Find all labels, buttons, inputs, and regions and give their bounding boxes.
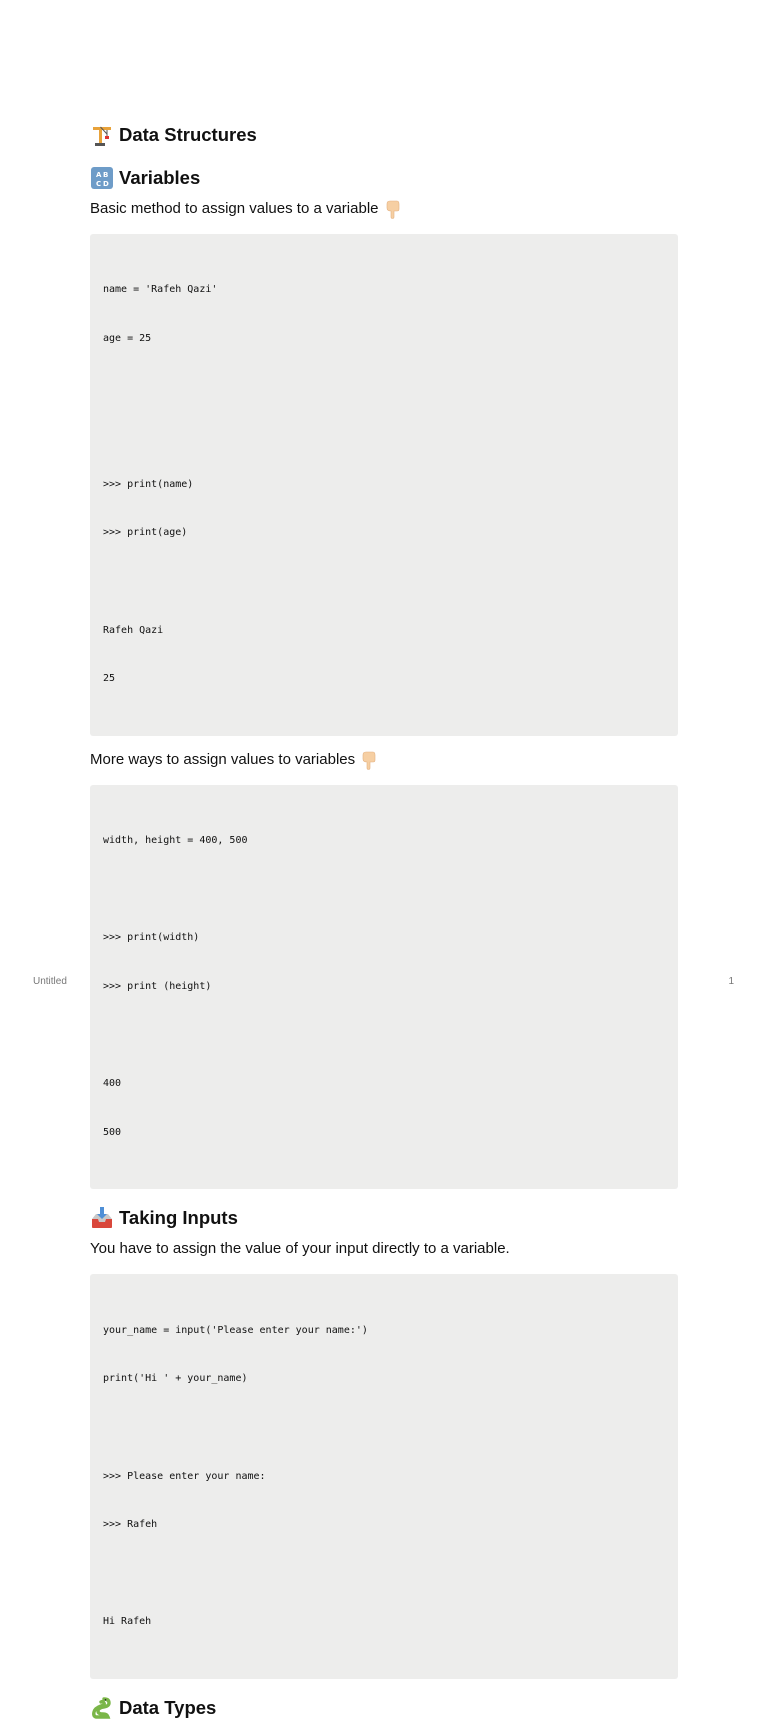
- construction-crane-icon: [90, 123, 114, 147]
- variables-more-text: More ways to assign values to variables: [90, 750, 356, 768]
- inbox-tray-icon: [90, 1206, 114, 1230]
- code-line: [103, 1566, 665, 1582]
- code-line: >>> print (height): [103, 980, 212, 992]
- svg-text:D: D: [103, 180, 109, 188]
- footer-page-number: 1: [728, 976, 734, 987]
- code-line: 25: [103, 673, 116, 685]
- code-line: [103, 574, 665, 590]
- taking-inputs-intro: [90, 1239, 678, 1259]
- footer-document-title: Untitled: [33, 976, 67, 987]
- code-line: 500: [103, 1126, 122, 1138]
- code-block-input: [90, 1274, 678, 1679]
- code-line: your_name = input('Please enter your name:'): [103, 1324, 368, 1336]
- code-line: Rafeh Qazi: [103, 624, 164, 636]
- svg-text:B: B: [103, 171, 109, 179]
- code-line: >>> Please enter your name:: [103, 1470, 266, 1482]
- variables-more: [90, 750, 678, 770]
- taking-inputs-intro-text: You have to assign the value of your input directly to a variable.: [90, 1240, 510, 1258]
- heading-data-structures: [90, 123, 678, 147]
- heading-variables: [90, 166, 678, 190]
- code-line: Hi Rafeh: [103, 1616, 152, 1628]
- code-line: >>> print(width): [103, 932, 200, 944]
- code-line: [103, 1028, 665, 1044]
- code-line: [103, 380, 665, 396]
- code-line: [103, 1420, 665, 1436]
- heading-text: Taking Inputs: [119, 1207, 238, 1229]
- code-line: [103, 882, 665, 898]
- code-line: age = 25: [103, 333, 152, 344]
- abcd-icon: [90, 166, 114, 190]
- document-page: [90, 120, 678, 1720]
- heading-text: Variables: [119, 167, 201, 188]
- snake-icon: [90, 1696, 114, 1720]
- heading-text: Data Structures: [119, 124, 257, 145]
- code-line: >>> print(name): [103, 478, 194, 490]
- code-line: [103, 428, 665, 444]
- code-line: print('Hi ' + your_name): [103, 1373, 248, 1385]
- heading-data-types: [90, 1696, 678, 1720]
- svg-text:A: A: [96, 171, 102, 179]
- code-block-variables: [90, 234, 678, 736]
- code-line: width, height = 400, 500: [103, 835, 248, 847]
- pointing-down-hand-icon: [359, 750, 379, 770]
- pointing-down-hand-icon: [383, 199, 403, 219]
- code-line: name = 'Rafeh Qazi': [103, 284, 218, 296]
- svg-text:C: C: [96, 180, 102, 188]
- code-line: >>> print(age): [103, 527, 188, 539]
- heading-text: Data Types: [119, 1696, 217, 1718]
- heading-taking-inputs: [90, 1206, 678, 1230]
- code-line: 400: [103, 1078, 122, 1090]
- variables-intro: [90, 199, 678, 219]
- code-line: >>> Rafeh: [103, 1519, 158, 1531]
- variables-intro-text: Basic method to assign values to a variable: [90, 200, 379, 217]
- code-block-multiple-assignment: [90, 785, 678, 1190]
